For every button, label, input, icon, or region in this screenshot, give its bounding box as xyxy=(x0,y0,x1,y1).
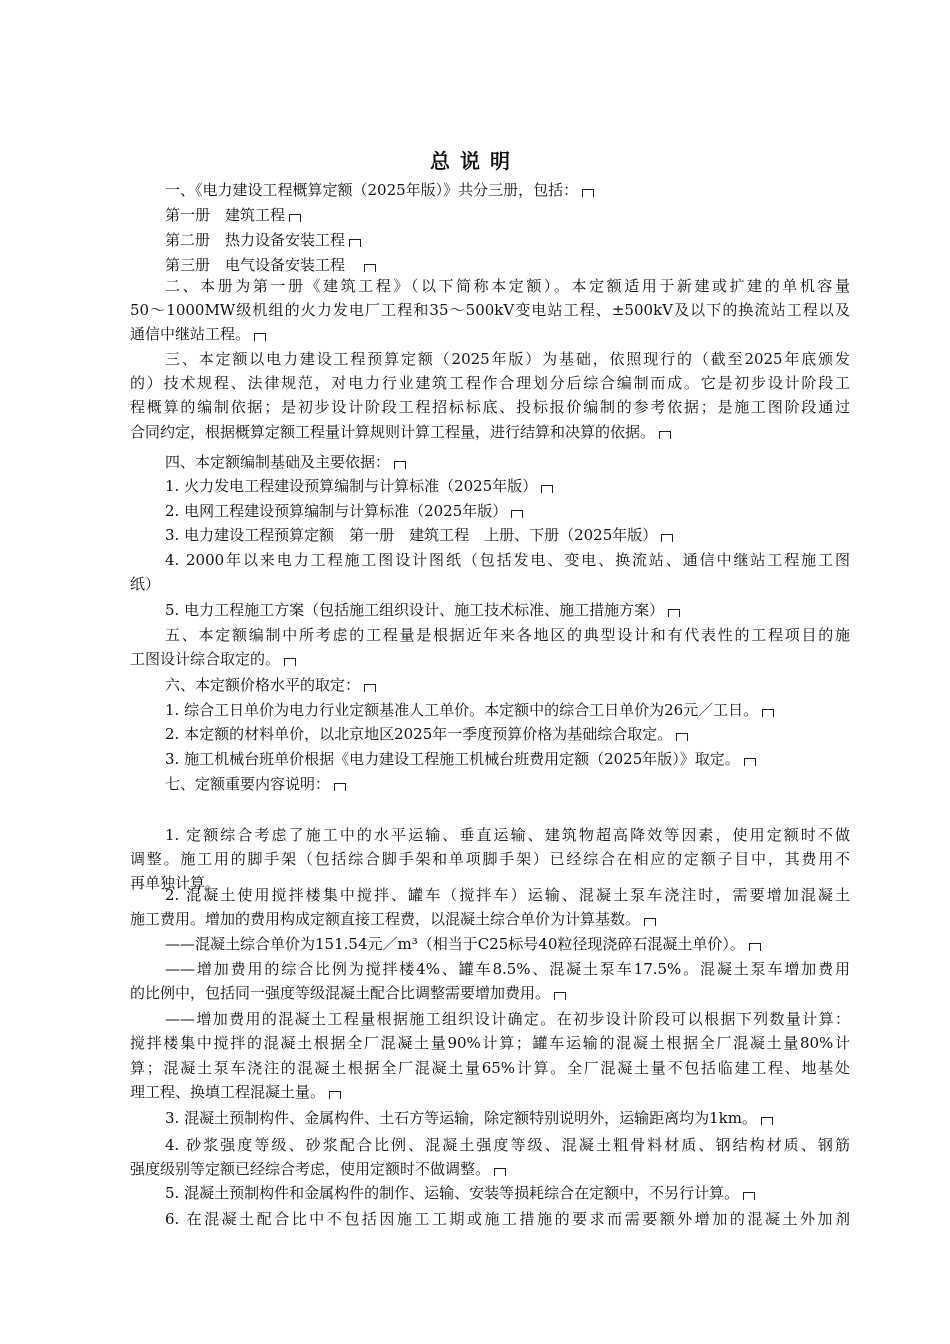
body-line xyxy=(165,203,850,227)
body-line xyxy=(165,673,850,697)
body-line-text: 五、本定额编制中所考虑的工程量是根据近年来各地区的典型设计和有代表性的工程项目的施 xyxy=(165,626,850,644)
paragraph-mark-icon xyxy=(749,943,761,951)
body-line xyxy=(165,932,850,956)
body-line-text: 4. 砂浆强度等级、砂浆配合比例、混凝土强度等级、混凝土粗骨料材质、钢结构材质、钢筋 xyxy=(165,1136,850,1154)
body-line xyxy=(165,274,850,298)
body-line-text: 理工程、换填工程混凝土量。 xyxy=(130,1083,326,1101)
body-line-text: 3. 施工机械台班单价根据《电力建设工程施工机械台班费用定额（2025年版）》取定。 xyxy=(165,750,740,768)
paragraph-mark-icon xyxy=(349,239,361,247)
paragraph-mark-icon xyxy=(511,510,523,518)
body-line xyxy=(165,747,850,771)
body-line-text: 第三册 电气设备安装工程 xyxy=(165,256,361,274)
body-line-text: 3. 混凝土预制构件、金属构件、土石方等运输，除定额特别说明外，运输距离均为1km。 xyxy=(165,1109,757,1127)
paragraph-mark-icon xyxy=(676,733,688,741)
body-line-text: 2. 混凝土使用搅拌楼集中搅拌、罐车（搅拌车）运输、混凝土泵车浇注时，需要增加混凝土 xyxy=(165,886,850,904)
body-line xyxy=(130,647,850,671)
paragraph-mark-icon xyxy=(761,1117,773,1125)
paragraph-mark-icon xyxy=(659,431,671,439)
body-line-text: 七、定额重要内容说明： xyxy=(165,775,331,793)
body-line-text: 再单独计算。 xyxy=(130,874,221,892)
paragraph-mark-icon xyxy=(329,1091,341,1099)
body-line-text: 第二册 热力设备安装工程 xyxy=(165,231,346,249)
paragraph-mark-icon xyxy=(364,264,376,272)
body-line-text: 3. 电力建设工程预算定额 第一册 建筑工程 上册、下册（2025年版） xyxy=(165,526,658,544)
body-line-text: 1. 定额综合考虑了施工中的水平运输、垂直运输、建筑物超高降效等因素，使用定额时不做 xyxy=(165,826,850,844)
body-line-text: 三、本定额以电力建设工程预算定额（2025年版）为基础，依照现行的（截至2025年底颁发 xyxy=(165,350,850,368)
paragraph-mark-icon xyxy=(394,461,406,469)
body-line xyxy=(130,1157,850,1181)
body-line xyxy=(165,1133,850,1157)
body-line xyxy=(165,598,850,622)
body-line xyxy=(165,178,850,202)
body-line xyxy=(165,450,850,474)
paragraph-mark-icon xyxy=(364,684,376,692)
body-line-text: 1. 火力发电工程建设预算编制与计算标准（2025年版） xyxy=(165,477,538,495)
body-line-text: 的比例中，包括同一强度等级混凝土配合比调整需要增加费用。 xyxy=(130,984,551,1002)
body-line xyxy=(165,1181,850,1205)
body-line-text: 二、本册为第一册《建筑工程》（以下简称本定额）。本定额适用于新建或扩建的单机容量 xyxy=(165,277,850,295)
paragraph-mark-icon xyxy=(494,1168,506,1176)
body-line xyxy=(165,1207,850,1231)
body-line xyxy=(130,395,850,419)
body-line xyxy=(130,1056,850,1080)
document-title: 总说明 xyxy=(430,149,520,173)
body-line-text: 纸） xyxy=(130,575,161,593)
body-line-text: 5. 电力工程施工方案（包括施工组织设计、施工技术标准、施工措施方案） xyxy=(165,601,665,619)
body-line xyxy=(165,499,850,523)
body-line-text: ——混凝土综合单价为151.54元／m³（相当于C25标号40粒径现浇碎石混凝土单价）。 xyxy=(165,935,745,953)
body-line xyxy=(165,698,850,722)
body-line xyxy=(165,347,850,371)
body-line-text: 强度级别等定额已经综合考虑，使用定额时不做调整。 xyxy=(130,1160,491,1178)
body-line-text: 六、本定额价格水平的取定： xyxy=(165,676,361,694)
paragraph-mark-icon xyxy=(554,992,566,1000)
body-line xyxy=(165,722,850,746)
paragraph-mark-icon xyxy=(668,609,680,617)
body-line-text: 工图设计综合取定的。 xyxy=(130,650,281,668)
body-line xyxy=(165,548,850,572)
paragraph-mark-icon xyxy=(644,918,656,926)
body-line xyxy=(130,847,850,871)
paragraph-mark-icon xyxy=(334,783,346,791)
body-line xyxy=(165,883,850,907)
body-line xyxy=(165,823,850,847)
body-line-text: 调整。施工用的脚手架（包括综合脚手架和单项脚手架）已经综合在相应的定额子目中，其费用不 xyxy=(130,850,850,868)
paragraph-mark-icon xyxy=(743,1192,755,1200)
body-line xyxy=(130,907,850,931)
body-line-text: 4. 2000年以来电力工程施工图设计图纸（包括发电、变电、换流站、通信中继站工程施工图 xyxy=(165,551,850,569)
body-line xyxy=(130,298,850,322)
paragraph-mark-icon xyxy=(582,189,594,197)
body-line-text: 施工费用。增加的费用构成定额直接工程费，以混凝土综合单价为计算基数。 xyxy=(130,910,641,928)
body-line-text: 算；混凝土泵车浇注的混凝土根据全厂混凝土量65%计算。全厂混凝土量不包括临建工程、地基处 xyxy=(130,1059,850,1077)
body-line xyxy=(130,981,850,1005)
body-line-text: 四、本定额编制基础及主要依据： xyxy=(165,453,391,471)
body-line xyxy=(165,772,850,796)
body-line-text: 通信中继站工程。 xyxy=(130,325,251,343)
body-line xyxy=(165,474,850,498)
paragraph-mark-icon xyxy=(289,214,301,222)
body-line xyxy=(130,572,850,596)
body-line-text: 2. 电网工程建设预算编制与计算标准（2025年版） xyxy=(165,502,508,520)
body-line-text: 合同约定，根据概算定额工程量计算规则计算工程量，进行结算和决算的依据。 xyxy=(130,423,656,441)
body-line-text: 5. 混凝土预制构件和金属构件的制作、运输、安装等损耗综合在定额中，不另行计算。 xyxy=(165,1184,740,1202)
body-line-text: 6. 在混凝土配合比中不包括因施工工期或施工措施的要求而需要额外增加的混凝土外加剂 xyxy=(165,1210,850,1228)
body-line-text: 一、《电力建设工程概算定额（2025年版）》共分三册，包括： xyxy=(165,181,579,199)
body-line xyxy=(130,1080,850,1104)
paragraph-mark-icon xyxy=(541,485,553,493)
body-line xyxy=(165,957,850,981)
paragraph-mark-icon xyxy=(762,709,774,717)
paragraph-mark-icon xyxy=(284,658,296,666)
body-line xyxy=(165,523,850,547)
body-line-text: ——增加费用的混凝土工程量根据施工组织设计确定。在初步设计阶段可以根据下列数量计算： xyxy=(165,1010,850,1028)
body-line-text: 的）技术规程、法律规范，对电力行业建筑工程作合理划分后综合编制而成。它是初步设计阶段工 xyxy=(130,374,850,392)
body-line xyxy=(165,228,850,252)
body-line-text: 1. 综合工日单价为电力行业定额基准人工单价。本定额中的综合工日单价为26元／工日。 xyxy=(165,701,759,719)
body-line-text: 2. 本定额的材料单价，以北京地区2025年一季度预算价格为基础综合取定。 xyxy=(165,725,673,743)
body-line xyxy=(130,1031,850,1055)
body-line xyxy=(130,371,850,395)
paragraph-mark-icon xyxy=(661,534,673,542)
body-line-text: 第一册 建筑工程 xyxy=(165,206,286,224)
paragraph-mark-icon xyxy=(254,333,266,341)
body-line xyxy=(130,322,850,346)
paragraph-mark-icon xyxy=(744,758,756,766)
body-line-text: ——增加费用的综合比例为搅拌楼4%、罐车8.5%、混凝土泵车17.5%。混凝土泵车增加费用 xyxy=(165,960,850,978)
body-line-text: 搅拌楼集中搅拌的混凝土根据全厂混凝土量90%计算；罐车运输的混凝土根据全厂混凝土量80%计 xyxy=(130,1034,850,1052)
body-line xyxy=(130,420,850,444)
body-line xyxy=(165,1106,850,1130)
body-line xyxy=(165,1007,850,1031)
body-line xyxy=(165,623,850,647)
body-line-text: 50～1000MW级机组的火力发电厂工程和35～500kV变电站工程、±500kV及以下的换流站工程以及 xyxy=(130,301,850,319)
body-line-text: 程概算的编制依据；是初步设计阶段工程招标标底、投标报价编制的参考依据；是施工图阶段通过 xyxy=(130,398,850,416)
